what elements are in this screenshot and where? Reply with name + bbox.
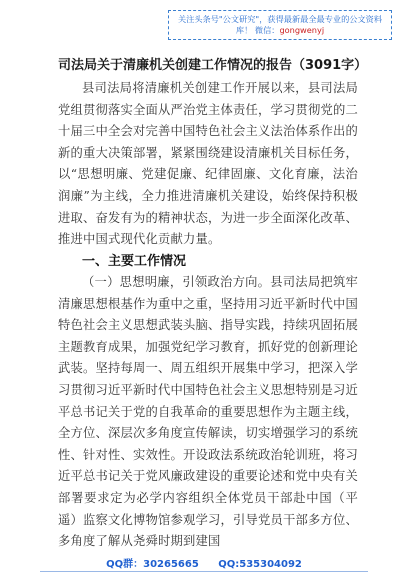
paragraph-intro: 县司法局将清廉机关创建工作开展以来，县司法局党组贯彻落实全面从严治党主体责任，学习贯彻党的二十届三中全会对完善中国特色社会主义法治体系作出的新的重大决策部署，紧紧围绕建设清廉机关目标任务，以“思想明廉、党建促廉、纪律固廉、文化育廉，法治润廉”为主线，全力推进清廉机关建设，始终保持积极进取、奋发有为的精神状态，为进一步全面深化改革、推进中国式现代化贡献力量。	[58, 81, 358, 247]
document-title: 司法局关于清廉机关创建工作情况的报告（3091字）	[58, 58, 368, 73]
banner-text: 关注头条号"公文研究"，获得最新最全最专业的公文资料库！ 微信：	[177, 14, 383, 35]
wechat-id: gongwenyj	[279, 25, 325, 35]
footer-qq: QQ:535304092	[218, 559, 302, 570]
footer-qq-group: QQ群：30265665	[106, 559, 199, 570]
section-heading: 一、主要工作情况	[82, 254, 187, 269]
footer	[0, 555, 408, 570]
footer-divider	[40, 571, 368, 572]
header-banner	[168, 10, 392, 40]
paragraph-section-1: （一）思想明廉，引领政治方向。县司法局把筑牢清廉思想根基作为重中之重，坚持用习近平新时代中国特色社会主义思想武装头脑、指导实践，持续巩固拓展主题教育成果，加强党纪学习教育，抓好党的创新理论武装。坚持每周一、周五组织开展集中学习，把深入学习贯彻习近平新时代中国特色社会主义思想特别是习近平总书记关于党的自我革命的重要思想作为主题主线，全方位、深层次多角度宣传解读，切实增强学习的系统性、针对性、实效性。开设政法系统政治轮训班，将习近平总书记关于党风廉政建设的重要论述和党中央有关部署要求定为必学内容组织全体党员干部赴中国（平遥）监察文化博物馆参观学习，引导党员干部多方位、多角度了解从尧舜时期到建国	[58, 275, 358, 549]
